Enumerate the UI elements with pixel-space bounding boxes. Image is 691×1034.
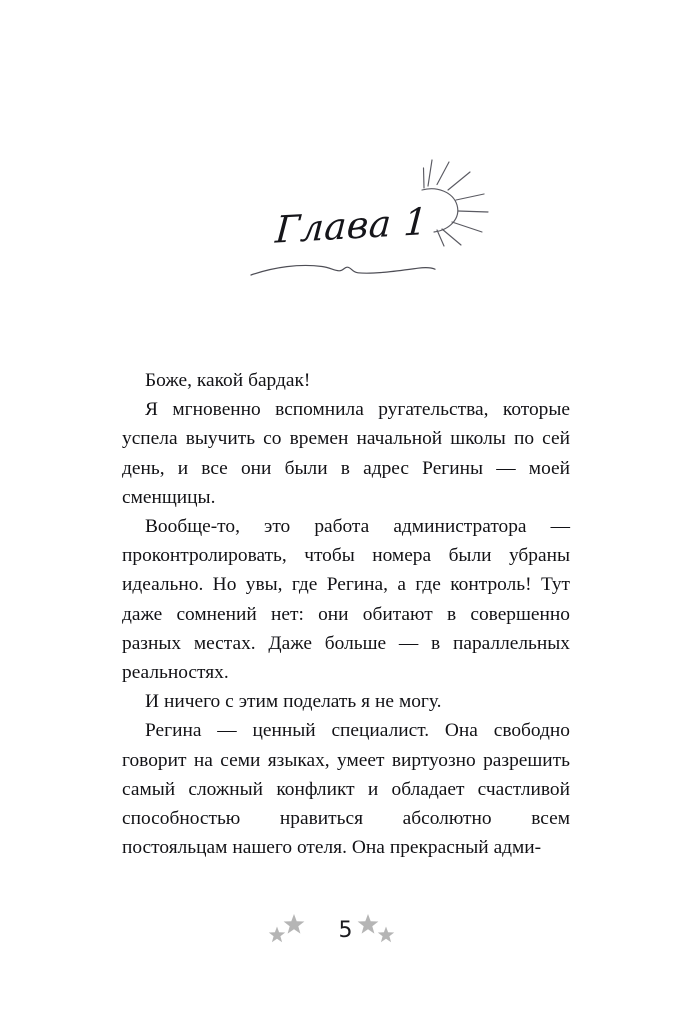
page-footer — [0, 900, 691, 970]
paragraph: И ничего с этим поделать я не могу. — [145, 691, 442, 713]
paragraph: Я мгновенно вспомнила ругательства, которые успела выучить со времен начальной школы по сей день, и все они были в адрес Регины — моей сменщицы. — [122, 399, 570, 508]
chapter-title-group — [250, 199, 450, 300]
wavy-underline-icon — [248, 258, 438, 284]
two-stars-icon-right — [355, 912, 403, 948]
paragraph: Вообще-то, это работа администратора — проконтролировать, чтобы номера были убраны идеально. Но увы, где Регина, а где контроль! Тут даже сомнений нет: они обитают в совершенно разных местах. Даже больше — в параллельных реальностях. — [122, 516, 570, 684]
page-number: 5 — [338, 918, 353, 943]
paragraph: Регина — ценный специалист. Она свободно говорит на семи языках, умеет виртуозно разрешить самый сложный конфликт и обладает счастливой способностью нравиться абсолютно всем постояльцам нашего отеля. Она прекрасный адми- — [122, 720, 570, 859]
chapter-heading — [0, 150, 691, 300]
chapter-body — [122, 366, 570, 862]
paragraph: Боже, какой бардак! — [145, 370, 311, 391]
chapter-title: Глава 1 — [274, 199, 430, 252]
